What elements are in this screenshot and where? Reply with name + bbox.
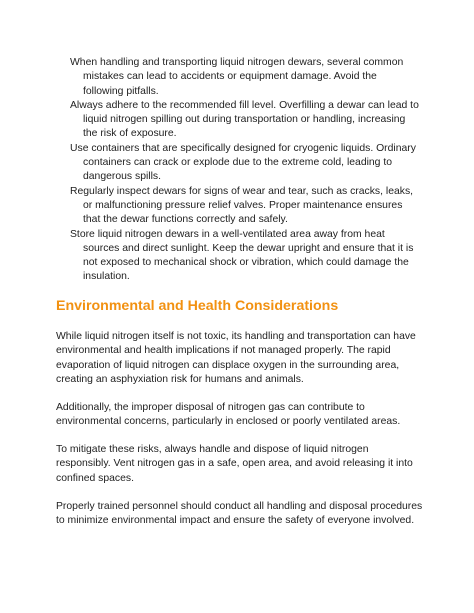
body-paragraph: Properly trained personnel should conduct all handling and disposal procedures to minimize environmental impact and ensure the safety of everyone involved.	[56, 501, 423, 527]
body-paragraph: To mitigate these risks, always handle and dispose of liquid nitrogen responsibly. Vent nitrogen gas in a safe, open area, and avoid releasing it into confined spaces.	[56, 444, 413, 484]
list-item: Store liquid nitrogen dewars in a well-ventilated area away from heat sources and direct sunlight. Keep the dewar upright and ensure that it is not exposed to mechanical shock or vibration, which could damage the insulation.	[70, 228, 414, 283]
body-paragraph: Additionally, the improper disposal of nitrogen gas can contribute to environmental concerns, particularly in enclosed or poorly ventilated areas.	[56, 402, 401, 428]
list-item: Regularly inspect dewars for signs of wear and tear, such as cracks, leaks, or malfunctioning pressure relief valves. Proper maintenance ensures that the dewar functions correctly and safely.	[70, 185, 414, 226]
section-heading: Environmental and Health Considerations	[56, 298, 339, 314]
list-item: Use containers that are specifically designed for cryogenic liquids. Ordinary containers can crack or explode due to the extreme cold, leading to dangerous spills.	[70, 142, 416, 183]
list-item: When handling and transporting liquid nitrogen dewars, several common mistakes can lead to accidents or equipment damage. Avoid the following pitfalls.	[70, 57, 404, 97]
pitfalls-list	[70, 56, 420, 285]
list-item: Always adhere to the recommended fill level. Overfilling a dewar can lead to liquid nitrogen spilling out during transportation or handling, increasing the risk of exposure.	[70, 99, 419, 140]
body-paragraph: While liquid nitrogen itself is not toxic, its handling and transportation can have environmental and health implications if not managed properly. The rapid evaporation of liquid nitrogen can displace oxygen in the surrounding area, creating an asphyxiation risk for humans and animals.	[56, 331, 416, 385]
